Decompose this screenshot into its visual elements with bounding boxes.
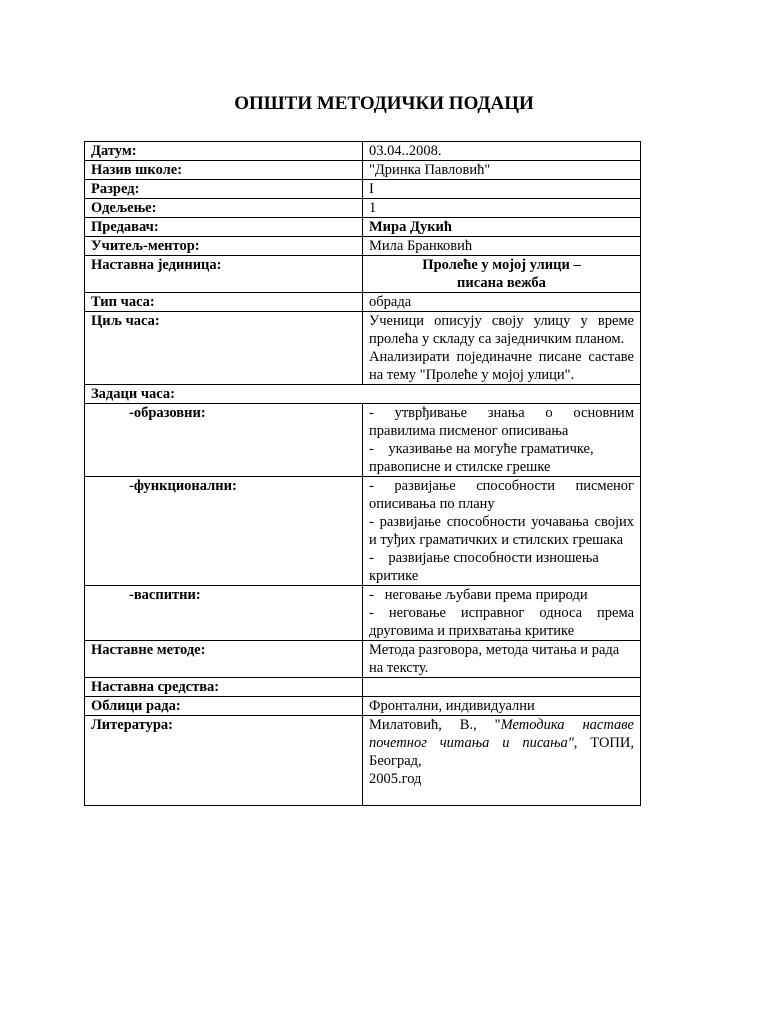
table-row xyxy=(85,385,641,404)
table-row xyxy=(85,142,641,161)
value-razred: I xyxy=(363,180,641,199)
value-mentor: Мила Бранковић xyxy=(363,237,641,256)
value-oblici: Фронтални, индивидуални xyxy=(363,697,641,716)
funkcionalni-line-1: - развијање способности писменог описивања по плану xyxy=(369,478,634,512)
literatura-author: Милатовић, В., " xyxy=(369,717,501,733)
funkcionalni-line-3: - развијање способности изношења критике xyxy=(369,550,603,584)
label-predavac: Предавач: xyxy=(85,218,363,237)
label-razred: Разред: xyxy=(85,180,363,199)
value-jedinica xyxy=(363,256,641,293)
label-literatura: Литература: xyxy=(85,716,363,806)
literatura-year: 2005.год xyxy=(369,771,422,787)
value-tip: обрада xyxy=(363,293,641,312)
obrazovni-line-1: - утврђивање знања о основним правилима писменог описивања xyxy=(369,405,634,439)
value-obrazovni xyxy=(363,404,641,477)
value-datum: 03.04..2008. xyxy=(363,142,641,161)
table-row xyxy=(85,218,641,237)
value-funkcionalni xyxy=(363,477,641,586)
value-predavac: Мира Дукић xyxy=(363,218,641,237)
literatura-book: Методика наставе почетног читања и писања" xyxy=(369,717,634,751)
value-sredstva xyxy=(363,678,641,697)
table-row xyxy=(85,237,641,256)
label-odeljenje: Одељење: xyxy=(85,199,363,218)
value-skola: "Дринка Павловић" xyxy=(363,161,641,180)
vaspitni-line-1: - неговање љубави према природи xyxy=(369,587,588,603)
table-row xyxy=(85,641,641,678)
label-skola: Назив школе: xyxy=(85,161,363,180)
table-row xyxy=(85,404,641,477)
label-jedinica: Наставна јединица: xyxy=(85,256,363,293)
table-row xyxy=(85,180,641,199)
label-tip: Тип часа: xyxy=(85,293,363,312)
table-row xyxy=(85,293,641,312)
label-funkcionalni: -функционални: xyxy=(85,477,363,586)
funkcionalni-line-2: - развијање способности уочавања својих и туђих граматичких и стилских грешака xyxy=(369,514,634,548)
label-obrazovni: -образовни: xyxy=(85,404,363,477)
cilj-line-1: Ученици описују своју улицу у време пролећа у складу са заједничким планом. xyxy=(369,313,634,347)
label-metode: Наставне методе: xyxy=(85,641,363,678)
table-row xyxy=(85,199,641,218)
table-row xyxy=(85,312,641,385)
table-row xyxy=(85,256,641,293)
page-title: ОПШТИ МЕТОДИЧКИ ПОДАЦИ xyxy=(234,93,534,114)
table-row xyxy=(85,678,641,697)
table-row xyxy=(85,477,641,586)
label-sredstva: Наставна средства: xyxy=(85,678,363,697)
value-literatura xyxy=(363,716,641,806)
methodology-table xyxy=(84,141,641,806)
label-oblici: Облици рада: xyxy=(85,697,363,716)
table-row xyxy=(85,716,641,806)
table-row xyxy=(85,161,641,180)
label-zadaci: Задаци часа: xyxy=(85,385,641,404)
literatura-rest: , ТОПИ, Београд, xyxy=(369,735,634,769)
vaspitni-line-2: - неговање исправног односа према друговима и прихватања критике xyxy=(369,605,634,639)
cilj-line-2: Анализирати појединачне писане саставе на тему "Пролеће у мојој улици". xyxy=(369,349,634,383)
jedinica-line-1: Пролеће у мојој улици – xyxy=(422,257,581,273)
jedinica-line-2: писана вежба xyxy=(457,275,546,291)
value-vaspitni xyxy=(363,586,641,641)
label-mentor: Учитељ-ментор: xyxy=(85,237,363,256)
value-metode: Метода разговора, метода читања и рада на тексту. xyxy=(363,641,641,678)
obrazovni-line-2: - указивање на могуће граматичке, правописне и стилске грешке xyxy=(369,441,598,475)
label-cilj: Циљ часа: xyxy=(85,312,363,385)
value-cilj xyxy=(363,312,641,385)
table-row xyxy=(85,697,641,716)
table-row xyxy=(85,586,641,641)
label-vaspitni: -васпитни: xyxy=(85,586,363,641)
label-datum: Датум: xyxy=(85,142,363,161)
value-odeljenje: 1 xyxy=(363,199,641,218)
